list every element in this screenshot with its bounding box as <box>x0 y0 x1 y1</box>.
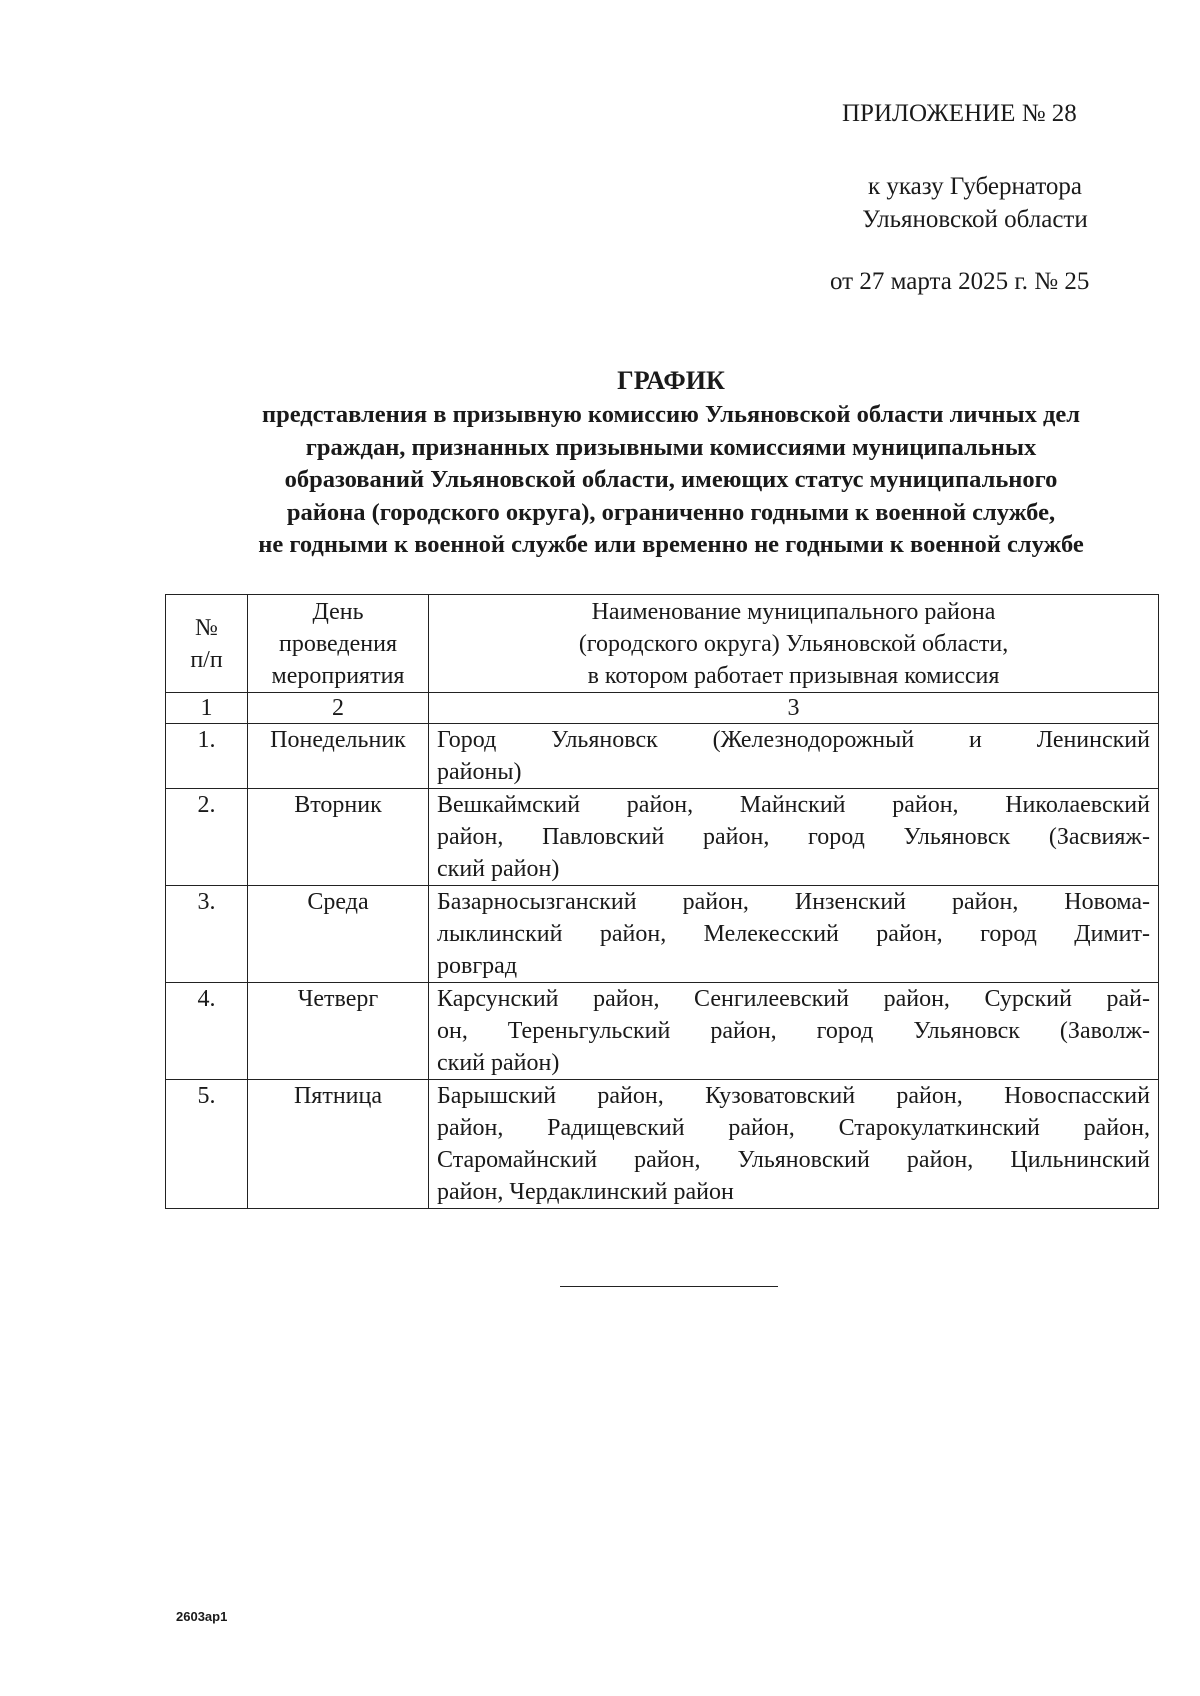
district-line: Вешкаймский район, Майнский район, Николаевский <box>437 792 1150 818</box>
district-line: район, Павловский район, город Ульяновск (Засвияж- <box>437 824 1150 850</box>
header-day <box>248 595 429 693</box>
document-title: ГРАФИК <box>617 366 725 395</box>
row-number: 5. <box>166 1080 248 1209</box>
header-name-line: Наименование муниципального района <box>591 598 996 625</box>
subtitle-line: представления в призывную комиссию Ульяновской области личных дел <box>262 401 1080 428</box>
district-line: Старомайнский район, Ульяновский район, Цильнинский <box>437 1147 1150 1173</box>
schedule-table <box>165 594 1159 1209</box>
header-day-line: День <box>312 598 364 625</box>
row-districts <box>429 724 1159 789</box>
row-number: 2. <box>166 789 248 886</box>
header-day-line: проведения <box>279 630 397 657</box>
row-day: Вторник <box>248 789 429 886</box>
row-day: Четверг <box>248 983 429 1080</box>
decree-date: от 27 марта 2025 г. № 25 <box>830 268 1090 295</box>
decree-reference-line: к указу Губернатора <box>867 173 1083 200</box>
row-number: 1. <box>166 724 248 789</box>
table-row <box>166 724 1159 789</box>
header-name-line: в котором работает призывная комиссия <box>587 662 1000 689</box>
header-number-line: п/п <box>190 646 223 673</box>
header-number <box>166 595 248 693</box>
district-line: лыклинский район, Мелекесский район, город Димит- <box>437 921 1150 947</box>
row-day: Пятница <box>248 1080 429 1209</box>
district-line: Город Ульяновск (Железнодорожный и Ленинский <box>437 727 1150 753</box>
subtitle-line: граждан, признанных призывными комиссиями муниципальных <box>305 433 1037 461</box>
subtitle-line: района (городского округа), ограниченно годными к военной службе, <box>286 498 1056 526</box>
district-line: ский район) <box>437 856 560 882</box>
district-line: район, Чердаклинский район <box>437 1179 734 1205</box>
district-line: районы) <box>437 759 522 785</box>
district-line: он, Тереньгульский район, город Ульяновск (Заволж- <box>437 1018 1150 1044</box>
row-day: Среда <box>248 886 429 983</box>
row-districts <box>429 983 1159 1080</box>
district-line: район, Радищевский район, Старокулаткинский район, <box>437 1115 1150 1141</box>
row-districts <box>429 886 1159 983</box>
subtitle-line: не годными к военной службе или временно не годными к военной службе <box>258 531 1084 558</box>
end-separator-line <box>560 1286 778 1287</box>
column-number: 2 <box>248 693 429 724</box>
appendix-number: ПРИЛОЖЕНИЕ № 28 <box>842 100 1077 127</box>
header-number-line: № <box>195 614 218 641</box>
column-number-row <box>166 693 1159 724</box>
table-row <box>166 789 1159 886</box>
decree-reference-line: Ульяновской области <box>862 206 1088 233</box>
header-name <box>429 595 1159 693</box>
district-line: Барышский район, Кузоватовский район, Новоспасский <box>437 1083 1150 1109</box>
table-row <box>166 1080 1159 1209</box>
document-code: 2603ap1 <box>176 1609 228 1624</box>
table-header-row <box>166 595 1159 693</box>
district-line: ский район) <box>437 1050 560 1076</box>
district-line: Карсунский район, Сенгилеевский район, Сурский рай- <box>437 986 1150 1012</box>
district-line: Базарносызганский район, Инзенский район, Новома- <box>437 889 1150 915</box>
column-number: 1 <box>166 693 248 724</box>
document-subtitle <box>170 399 1172 562</box>
row-day: Понедельник <box>248 724 429 789</box>
header-day-line: мероприятия <box>271 662 405 689</box>
district-line: ровград <box>437 953 518 979</box>
column-number: 3 <box>429 693 1159 724</box>
table-row <box>166 983 1159 1080</box>
table-row <box>166 886 1159 983</box>
header-name-line: (городского округа) Ульяновской области, <box>578 630 1009 657</box>
subtitle-line: образований Ульяновской области, имеющих статус муниципального <box>284 466 1058 493</box>
row-number: 4. <box>166 983 248 1080</box>
decree-reference <box>830 170 1120 236</box>
row-districts <box>429 1080 1159 1209</box>
row-districts <box>429 789 1159 886</box>
row-number: 3. <box>166 886 248 983</box>
